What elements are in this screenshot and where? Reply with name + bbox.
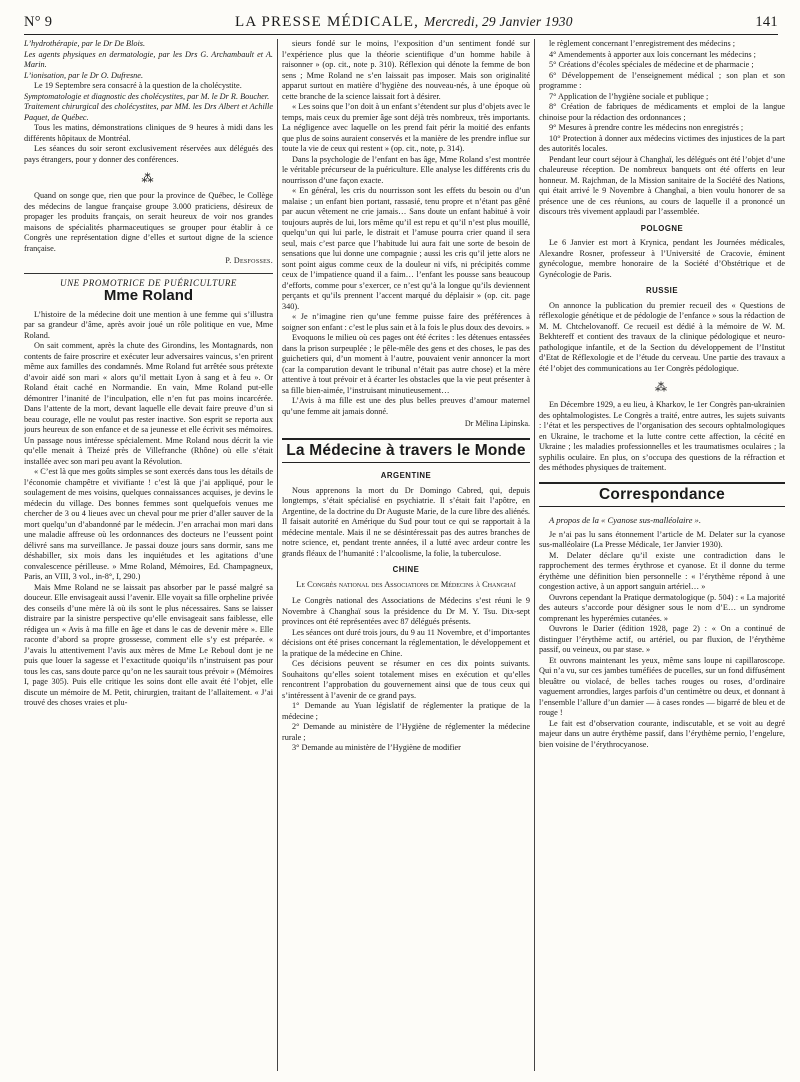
congress-program	[24, 39, 273, 165]
paragraph: « Je n’imagine rien qu’une femme puisse faire des préférences à soigner son enfant : c’est le plus sain et à la fois le plus doux des devoirs. »	[282, 312, 530, 332]
column-1	[24, 39, 273, 1071]
issue-date: Mercredi, 29 Janvier 1930	[424, 14, 573, 29]
program-line: Les agents physiques en dermatologie, par les Drs G. Archambault et A. Marin.	[24, 49, 273, 69]
column-2	[282, 39, 530, 1071]
country-heading-pologne: POLOGNE	[640, 223, 684, 233]
paragraph: Mais Mme Roland ne se laissait pas absorber par le passé malgré sa douceur. Elle envisageait aussi l’avenir. Elle voyait sa fille orpheline privée des conseils d’une mère là où ils sont le plus nécessaires. Sans se laisser distraire par la sinistre perspective qu’elle envisageait sans faiblesse, elle rédigea un « Avis à ma fille en âge et dans le cas de devenir mère ». Elle raconte d’abord sa propre grossesse, comment elle s’y est préparée. « J’avais lu attentivement l’avis aux mères de Mme Le Reboul dont je ne puis que louer la sagesse et l’exactitude quoiqu’ils n’instruisent pas pour tous les cas, sans doute parce qu’on ne les saurait tous prévoir » (Mémoires I, page 305). Puis elle critique les soins dont elle avait été l’objet, elle discute un mémoire de M. Petit, chirurgien, traitant de l’allaitement. « J’ai trouvé des choses vraies et plu-	[24, 582, 273, 707]
chine-subheading: Le Congrès national des Associations de Médecins à Changhaï	[296, 579, 516, 589]
column-divider	[534, 39, 535, 1071]
paragraph: « C’est là que mes goûts simples se sont exercés dans tous les détails de l’économie champêtre et vivifiante ! c’est là que j’ai appliqué, pour le soulagement de mes voisins, quelques connaissances acquises, je devins le médecin du village. Des bonnes femmes sont quelquefois venues me chercher de 3 ou 4 lieues avec un cheval pour me prier d’aller sauver de la mort quelqu’un d’abandonné par le médecin. J’en arrachai mon mari dans une maladie affreuse où les ordonnances des docteurs ne l’eussent point délivré sans ma surveillance. Je passai douze jours sans dormir, sans me déshabiller, six mois dans les inquiétudes et les agitations d’une convalescence périlleuse. » Mme Roland, Mémoires, Ed. Champagneux, Paris, an VIII, 3 vol., in-8°, I, 290.)	[24, 467, 273, 581]
paragraph: 5° Créations d’écoles spéciales de médecine et de pharmacie ;	[549, 60, 754, 69]
column-divider	[277, 39, 278, 1071]
paragraph: 6° Développement de l’enseignement médical ; son plan et son programme :	[539, 70, 785, 90]
page-header	[24, 0, 778, 34]
paragraph: 9° Mesures à prendre contre les médecins non enregistrés ;	[549, 123, 744, 132]
program-line: Traitement chirurgical des cholécystites, par MM. les Drs Albert et Achille Paquet, de Québec.	[24, 102, 273, 122]
program-line: Symptomatologie et diagnostic des cholécystites, par M. le Dr R. Boucher.	[24, 91, 270, 101]
paragraph: 2° Demande au ministère de l’Hygiène de réglementer la médecine rurale ;	[282, 722, 530, 742]
russie-paragraph: On annonce la publication du premier recueil des « Questions de réflexologie génétique et de pédologie de l’enfance » sous la rédaction de M. M. Chtchelovanoff. Ce recueil est dédié à la mémoire de W. M. Bekhtereff et contient des travaux de la clinique pédologique et neuro-pathologique infantile, et de la Section du développement de l’Institut d’Etat de Réflexologie et de l’étude du cerveau. Une partie des travaux a été l’objet des communications au 1er Congrès pédologique.	[539, 300, 785, 373]
quebec-paragraph: Quand on songe que, rien que pour la province de Québec, le Collège des médecins de langue française groupe 3.000 praticiens, désireux de propager les produits français, on serait heureux de voir nos grandes maisons de spécialités pharmaceutiques se grouper pour établir à ce Congrès une représentation digne d’elles et surtout digne de la science française.	[24, 191, 273, 253]
section-title-correspondance: Correspondance	[539, 482, 785, 508]
paragraph: « En général, les cris du nourrisson sont les effets du besoin ou d’un malaise ; un enfant bien portant, rassasié, tenu propre et n’étant pas gêné par aucun vêtement ne crie jamais… Sans doute un enfant habitué à voir toujours auprès de lui, lors même qu’il est repu et qu’il n’est plus mouillé, quelqu’un qui lui parle, le distrait et l’amuse pourra crier quand il sera seul, mais c’est parce que l’habitude lui aura fait une sorte de besoin de sensations que lui donne une compagnie ; aussi les cris qu’il jette alors ne sont point aigus comme ceux de la douleur ni vifs, ni précipités comme ceux de l’impatience quand il a faim… l’enfant les pousse sans beaucoup d’efforts, comme pour s’exercer, ce n’est qu’à la longue qu’ils deviennent perçants et qu’ils prennent l’accent marqué du déplaisir » (op. cit. page 340).	[282, 186, 530, 311]
paragraph: Evoquons le milieu où ces pages ont été écrites : les détenues entassées dans la prison surpeuplée ; le pêle-mêle des gens et des choses, le pas des guichetiers qui, d’un moment à l’autre, pouvaient venir annoncer la mort (car la comparution devant le tribunal n’était pas autre chose) et la mère attentive à tout prévoir et à écarter les obstacles que la vie peut présenter à sa fille bien-aimée, l’instruisant minutieusement…	[282, 333, 530, 395]
article-title: Mme Roland	[103, 287, 194, 304]
paragraph: le règlement concernant l’enregistrement des médecins ;	[549, 39, 736, 48]
paragraph: 4° Amendements à apporter aux lois concernant les médecins ;	[549, 49, 756, 59]
program-line: Les séances du soir seront exclusivement réservées aux délégués des pays étrangers, pour y donner des conférences.	[24, 144, 273, 164]
section-rule	[24, 273, 273, 274]
paragraph: Dans la psychologie de l’enfant en bas âge, Mme Roland s’est montrée le véritable précurseur de la puériculture. Elle analyse les différents cris du nourrisson d’une façon exacte.	[282, 154, 530, 185]
masthead	[235, 14, 573, 31]
paragraph: 8° Création de fabriques de médicaments et emploi de la langue chinoise pour la rédaction des ordonnances ;	[539, 102, 785, 122]
paragraph: sieurs fondé sur le moins, l’exposition d’un sentiment fondé sur l’expérience plus que la théorie scientifique d’un homme habile à raisonner » (op. cit., note p. 310). Réflexion qui dénote la femme de bon sens ; Mme Roland ne s’en laissait pas imposer. Mais son originalité apparut surtout en matière d’hygiène des nouveau-nés, à une époque où cette branche de la science laissait fort à désirer.	[282, 39, 530, 101]
paragraph: On sait comment, après la chute des Girondins, les Montagnards, non contents de faire proscrire et exécuter leur adversaires vaincus, s’en prirent même aux familles des condamnés. Mme Roland fut arrêtée sous prétexte d’avoir aidé son mari « alors qu’il mettait Lyon à sang et à feu ». Or Roland était caché en Normandie. En vain, Mme Roland put-elle démontrer l’inanité de l’inculpation, elle n’en fut pas moins incarcérée. Dans l’attente de la mort, devant laquelle elle devait faire preuve d’un si beau courage, elle ne voulut pas rester inactive. Son esprit se reporta aux jours heureux de son enfance et de sa jeunesse et elle écrivit ses mémoires. Un passage nous intéresse spécialement. Mme Roland nous décrit la vie qu’elle menait à Theizé près de Villefranche (Rhône) où elle s’était installée avec son mari peu avant la Révolution.	[24, 341, 273, 466]
paragraph: Pendant leur court séjour à Changhaï, les délégués ont été l’objet d’une chaleureuse réception. De nombreux banquets ont été offerts en leur honneur. M. Rajchman, de la Mission sanitaire de la Société des Nations, qui était arrivé le 9 Novembre à Changhaï, a bien voulu honorer de sa présence une de ces réunions, au cours de laquelle il a prononcé un discours très vivement applaudi par l’assemblée.	[539, 154, 785, 216]
separator-stars: ⁂	[141, 171, 156, 185]
paragraph: « Les soins que l’on doit à un enfant s’étendent sur plus d’objets avec le temps, mais ceux du premier âge sont déjà très nombreux, très importants. La négligence avec laquelle on les prend fait périr la moitié des enfants que plus de soins auraient conservés et la manière de les prendre influe sur toute la vie de ceux qui restent » (op. cit., note, p. 314).	[282, 102, 530, 153]
paragraph: Les séances ont duré trois jours, du 9 au 11 Novembre, et d’importantes décisions ont été prises concernant la réglementation, le développement et la pratique de la médecine en Chine.	[282, 627, 530, 658]
paragraph: L’Avis à ma fille est une des plus belles preuves d’amour maternel qu’une femme ait jamais donné.	[282, 396, 530, 416]
paragraph: Le Congrès national des Associations de Médecins s’est réuni le 9 Novembre à Changhaï sous la présidence du Dr M. Y. Tsu. Dix-sept provinces ont été représentées avec 87 délégués présents.	[282, 596, 530, 626]
article-body-roland	[24, 310, 273, 709]
kharkov-paragraph: En Décembre 1929, a eu lieu, à Kharkov, le 1er Congrès pan-ukrainien des ophtalmologistes. Le Congrès a traité, entre autres, les sujets suivants : l’état et les perspectives de l’organisation des secours ophtalmologiques en Ukraine, le trachome et la lutte contre cette affection, la cécité en Ukraine ; les maladies professionnelles et les traumatismes oculaires ; la syphilis oculaire. En plus, on s’occupa des questions de la réfraction et des méthodes physiques de traitement.	[539, 400, 785, 472]
program-line: L’hydrothérapie, par le Dr De Blois.	[24, 39, 146, 48]
program-line: Tous les matins, démonstrations cliniques de 9 heures à midi dans les différents hôpitaux de Montréal.	[24, 123, 273, 143]
correspondance-subtitle: A propos de la « Cyanose sus-malléolaire ».	[549, 515, 701, 525]
paragraph: 7° Application de l’hygiène sociale et publique ;	[549, 91, 709, 101]
argentine-paragraph: Nous apprenons la mort du Dr Domingo Cabred, qui, depuis longtemps, s’était spécialisé en psychiatrie. Il s’était fait l’apôtre, en Argentine, de la doctrine du Dr Auguste Marie, de la cure libre des aliénés. Il faisait autorité en Amérique du Sud pour tout ce qui se rapportait à la médecine mentale. Mais il ne se désintéressait pas des autres branches de notre science, et, pendant trente années, il a lutté avec ardeur contre les grands fléaux de l’humanité : l’alcoolisme, la folie, la tuberculose.	[282, 485, 530, 558]
chine-points	[539, 39, 785, 218]
signature-desfosses: P. Desfosses.	[225, 256, 273, 265]
article-body-continued	[282, 39, 530, 417]
paragraph: 1° Demande au Yuan législatif de réglementer la pratique de la médecine ;	[282, 701, 530, 721]
page-number: 141	[755, 14, 778, 30]
country-heading-russie: RUSSIE	[645, 286, 679, 295]
signature-lipinska: Dr Mélina Lipinska.	[464, 419, 530, 428]
pologne-paragraph: Le 6 Janvier est mort à Krynica, pendant les Journées médicales, Alexandre Rosner, professeur à l’Université de Cracovie, éminent gynécologue, membre honoraire de la Société d’Obstétrique et de Gynécologie de Paris.	[539, 238, 785, 279]
paragraph: Ces décisions peuvent se résumer en ces dix points suivants. Souhaitons qu’elles soient totalement mises en exécution et qu’elles rencontrent l’approbation du gouvernement ainsi que de tous ceux qui s’intéressent à l’avenir de ce grand pays.	[282, 659, 530, 700]
program-line: Le 19 Septembre sera consacré à la question de la cholécystite.	[34, 81, 242, 90]
paragraph: Et ouvrons maintenant les yeux, même sans loupe ni capillaroscope. Qui n’a vu, sur ces jambes tuméfiées de pucelles, sur un fond diffusément bleuâtre ou violacé, de belles taches rouges ou roses, d’ordinaire vaguement arrondies, larges parfois d’un centimètre ou deux, et donnant à l’ensemble l’allure d’un damier — à cases rondes — bigarré de bleu et de rouge !	[539, 655, 785, 717]
paragraph: L’histoire de la médecine doit une mention à une femme qui s’illustra par sa grandeur d’âme, après avoir joué un rôle politique en vue, Mme Roland.	[24, 309, 273, 340]
correspondance-body	[539, 530, 785, 751]
country-heading-argentine: ARGENTINE	[380, 471, 432, 480]
columns	[24, 39, 785, 1071]
article-kicker: UNE PROMOTRICE DE PUÉRICULTURE	[59, 277, 238, 288]
paragraph: Ouvrons cependant la Pratique dermatologique (p. 504) : « La majorité des auteurs s’accorde pour désigner sous le nom d’E… un syndrome comprenant les hyperémies cutanées. »	[539, 592, 785, 623]
paragraph: Le fait est d’observation courante, indiscutable, et se voit au degré majeur dans un autre érythème passif, dans l’érythème pernio, l’engelure, bien voisine de l’érythrocyanose.	[539, 718, 785, 749]
program-line: L’ionisation, par le Dr O. Dufresne.	[24, 70, 144, 80]
paragraph: Ouvrons le Darier (édition 1928, page 2) : « On a continué de distinguer l’érythème actif, ou artériel, ou par fluxion, de l’érythème passif, ou veineux, ou par stase. »	[539, 624, 785, 654]
paragraph: M. Delater déclare qu’il existe une contradiction dans le rapprochement des termes érythrose et cyanose. Et il donne du terme érythème une définition bien personnelle : « l’érythème répond à une congestion active, à un apport sanguin artériel… »	[539, 550, 785, 591]
issue-number: N° 9	[24, 14, 53, 30]
header-rule	[24, 34, 778, 35]
paragraph: 3° Demande au ministère de l’Hygiène de modifier	[292, 743, 461, 752]
paragraph: 10° Protection à donner aux médecins victimes des injustices de la part des autorités locales.	[539, 133, 785, 153]
separator-stars: ⁂	[655, 380, 669, 394]
country-heading-chine: CHINE	[392, 565, 420, 574]
chine-body	[282, 596, 530, 754]
section-title-monde: La Médecine à travers le Monde	[282, 438, 530, 464]
column-3	[539, 39, 785, 1071]
paragraph: Je n’ai pas lu sans étonnement l’article de M. Delater sur la cyanose sus-malléolaire (La Presse Médicale, 1er Janvier 1930).	[539, 529, 785, 549]
journal-name: LA PRESSE MÉDICALE,	[234, 14, 420, 30]
